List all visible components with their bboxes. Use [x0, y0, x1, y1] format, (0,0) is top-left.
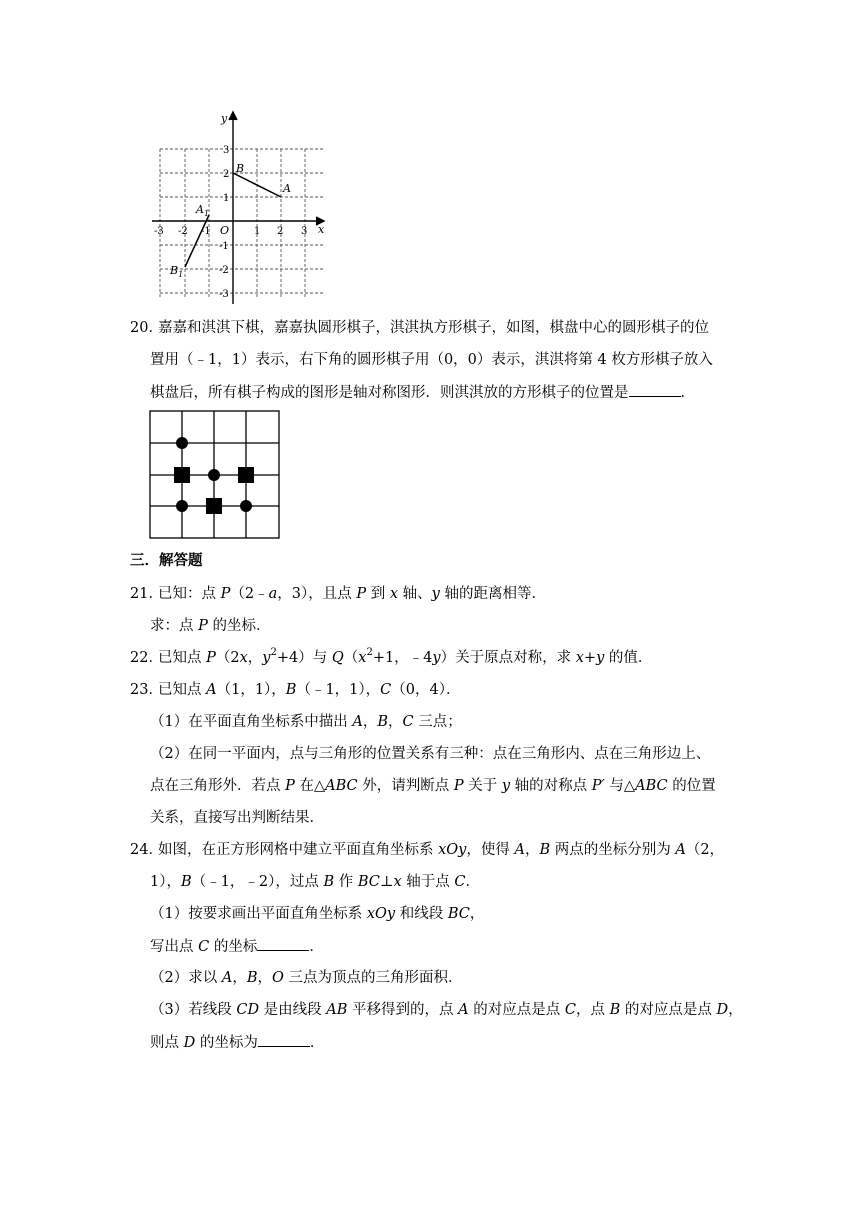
square-piece — [206, 498, 222, 514]
y-tick-label: 1 — [223, 193, 230, 204]
answer-blank — [257, 936, 309, 951]
y-axis-arrow-icon — [229, 112, 237, 120]
question-number: 20． — [130, 320, 163, 336]
point-a-label: A — [283, 182, 291, 195]
coordinate-grid-figure — [150, 108, 330, 304]
answer-blank — [629, 382, 681, 397]
y-tick-label: -2 — [219, 265, 229, 276]
origin-label: O — [220, 224, 230, 237]
x-tick-label: 3 — [301, 226, 308, 237]
y-tick-label: 2 — [223, 169, 230, 180]
square-piece — [238, 467, 254, 483]
x-tick-label: 1 — [254, 226, 261, 237]
chessboard-figure — [148, 409, 282, 541]
x-tick-label: -3 — [154, 226, 164, 237]
round-piece — [176, 500, 188, 512]
x-tick-label: -1 — [201, 226, 211, 237]
round-piece — [208, 469, 220, 481]
document-page: x y O B A $A_1$ $B_1$ -3 -2 -1 1 2 3 3 2 1 -1 -2 -3 20． 嘉嘉和淇淇下棋，嘉嘉执圆形棋子，淇淇执方形棋子，如图，棋盘中心的圆形棋子的位 置用（﹣1，1）表示，右下角的圆形棋子用（0，0）表示，淇淇将第 4 枚方形棋子放入 棋盘后，所有棋子构成的图形是轴对称图形．则淇淇放的方形棋子的位置是 ． 三．解答题 21． 已知：点 P（2﹣a，3），且点 P 到 x 轴、y 轴的距离相等． 求：点 P 的坐标． 22． 已知点 P（2x，$y^2+4$）与 $Q(x^2+1$，﹣4y）关于原点对称，求 x+y 的值． 23． 已知点 A（1，1），B（﹣1，1），C（0，4）． （1）在平面直角坐标系中描出 A，B，C 三点； （2）在同一平面内，点与三角形的位置关系有三种：点在三角形内、点在三角形边上、 点在三角形外．若点 P 在△ABC 外，请判断点 P 关于 y 轴的对称点 P′ 与△ABC 的位置 关系，直接写出判断结果． 24． 如图，在正方形网格中建立平面直角坐标系 xOy，使得 A，B 两点的坐标分别为 A（2， 1），B（﹣1，﹣2），过点 B 作 BC⊥x 轴于点 C． （1）按要求画出平面直角坐标系 xOy 和线段 BC， 写出点 C 的坐标 ． （2）求以 A，B，O 三点为顶点的三角形面积． （3）若线段 CD 是由线段 AB 平移得到的，点 A 的对应点是点 C，点 B 的对应点是点 D， 则点 D 的坐标为 ． — [0, 0, 860, 1216]
round-piece — [240, 500, 252, 512]
y-tick-label: 3 — [223, 145, 230, 156]
round-piece — [176, 437, 188, 449]
x-tick-labels — [154, 226, 307, 237]
point-b-label: B — [236, 162, 245, 175]
question-number: 24． — [130, 842, 163, 858]
question-number: 22． — [130, 650, 163, 666]
section-heading: 三．解答题 — [130, 552, 203, 569]
answer-blank — [258, 1032, 310, 1047]
y-tick-label: -1 — [219, 241, 229, 252]
question-number: 23． — [130, 682, 163, 698]
segment-a1b1 — [185, 215, 209, 267]
x-tick-label: 2 — [277, 226, 284, 237]
x-axis-label: x — [318, 223, 325, 236]
y-axis-label: y — [221, 112, 228, 125]
point-a1-label: $A_1$ — [196, 203, 210, 218]
y-tick-label: -3 — [219, 289, 229, 300]
x-tick-label: -2 — [178, 226, 188, 237]
y-tick-labels — [219, 145, 229, 300]
question-number: 21． — [130, 586, 163, 602]
point-b1-label: $B_1$ — [170, 264, 184, 279]
square-piece — [174, 467, 190, 483]
